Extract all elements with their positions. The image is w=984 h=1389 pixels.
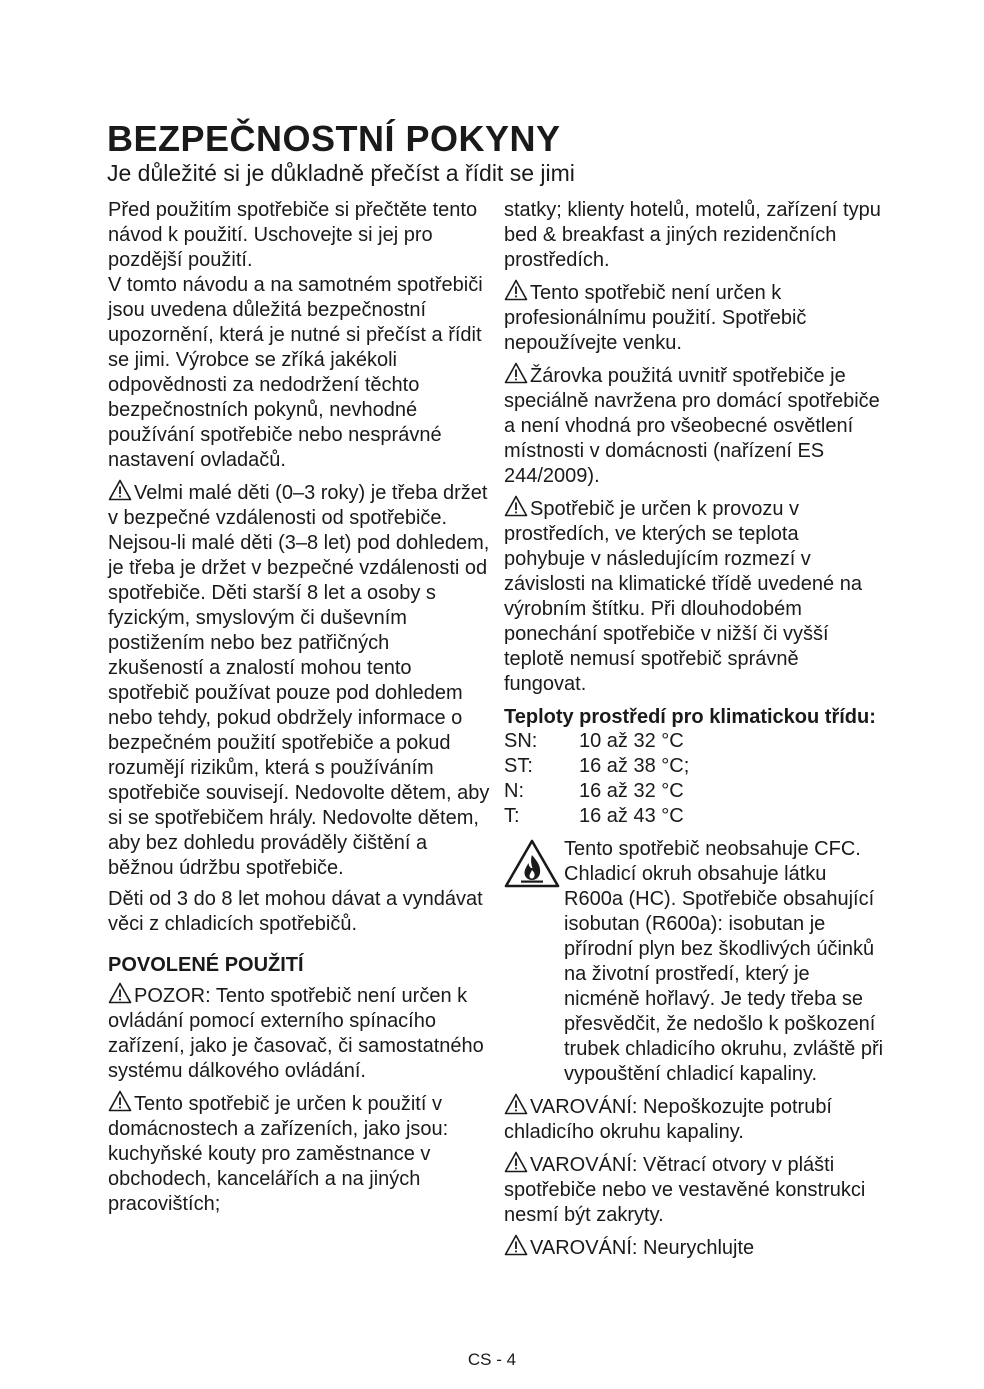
warning-pipes-paragraph [504, 1093, 884, 1145]
climate-class-label: N: [504, 780, 524, 802]
climate-class-row [504, 754, 884, 779]
professional-use-text: Tento spotřebič není určen k profesionálnímu použití. Spotřebič nepoužívejte venku. [504, 282, 807, 354]
bulb-text: Žárovka použitá uvnitř spotřebiče je speciálně navržena pro domácí spotřebiče a není vhodná pro všeobecné osvětlení místnosti v domácnosti (nařízení ES 244/2009). [504, 365, 880, 487]
warning-pipes-text: VAROVÁNÍ: Nepoškozujte potrubí chladicího okruhu kapaliny. [504, 1096, 832, 1143]
climate-class-range: 16 až 38 °C; [579, 755, 690, 777]
warning-defrost-paragraph [504, 1234, 884, 1261]
warning-triangle-icon [504, 362, 528, 384]
section-heading-permitted-use: POVOLENÉ POUŽITÍ [108, 954, 304, 976]
warning-triangle-icon [108, 479, 132, 501]
warning-triangle-icon [108, 1090, 132, 1112]
household-use-text: Tento spotřebič je určen k použití v domácnostech a zařízeních, jako jsou: kuchyňské kouty pro zaměstnance v obchodech, kancelářích a na jiných pracovištích; [108, 1093, 449, 1215]
climate-class-row [504, 729, 884, 754]
left-column [108, 198, 490, 1223]
climate-class-range: 16 až 43 °C [579, 805, 684, 827]
climate-class-row [504, 779, 884, 804]
climate-class-label: SN: [504, 730, 538, 752]
climate-class-range: 16 až 32 °C [579, 780, 684, 802]
warning-triangle-icon [504, 1093, 528, 1115]
warning-triangle-icon [504, 1234, 528, 1256]
warning-triangle-icon [108, 982, 132, 1004]
flammable-warning-icon [504, 839, 560, 889]
page-number: CS - 4 [467, 1350, 517, 1369]
children-loading-paragraph: Děti od 3 do 8 let mohou dávat a vyndávat věci z chladicích spotřebičů. [108, 888, 483, 935]
caution-paragraph [108, 982, 490, 1084]
right-column [504, 198, 884, 1267]
climate-paragraph [504, 495, 884, 697]
flammable-warning-block [504, 837, 884, 1087]
caution-text: POZOR: Tento spotřebič není určen k ovládání pomocí externího spínacího zařízení, jako je časovač, či samostatného systému dálkového ovládání. [108, 985, 484, 1082]
climate-class-label: T: [504, 805, 520, 827]
climate-text: Spotřebič je určen k provozu v prostředích, ve kterých se teplota pohybuje v následujícím rozmezí v závislosti na klimatické třídě uvedené na výrobním štítku. Při dlouhodobém ponechání spotřebiče v nižší či vyšší teplotě nemusí spotřebič správně fungovat. [504, 498, 862, 695]
continuation-paragraph: statky; klienty hotelů, motelů, zařízení typu bed & breakfast a jiných rezidenčních prostředích. [504, 199, 881, 271]
page-subtitle: Je důležité si je důkladně přečíst a řídit se jimi [107, 160, 575, 186]
flammable-warning-text: Tento spotřebič neobsahuje CFC. Chladicí okruh obsahuje látku R600a (HC). Spotřebiče obsahující isobutan (R600a): isobutan je přírodní plyn bez škodlivých účinků na životní prostředí, který je nicméně hořlavý. Je tedy třeba se přesvědčit, že nedošlo k poškození trubek chladicího okruhu, zvláště při vypouštění chladicí kapaliny. [564, 838, 884, 1085]
warning-triangle-icon [504, 279, 528, 301]
bulb-paragraph [504, 362, 884, 489]
climate-class-row [504, 804, 884, 829]
climate-class-heading: Teploty prostředí pro klimatickou třídu: [504, 706, 876, 728]
warning-defrost-text: VAROVÁNÍ: Neurychlujte [530, 1237, 755, 1259]
children-warning-text: Velmi malé děti (0–3 roky) je třeba držet v bezpečné vzdálenosti od spotřebiče. Nejsou-li malé děti (3–8 let) pod dohledem, je třeba je držet v bezpečné vzdálenosti od spotřebiče. Děti starší 8 let a osoby s fyzickým, smyslovým či duševním postižením nebo bez patřičných zkušeností a znalostí mohou tento spotřebič používat pouze pod dohledem nebo tehdy, pokud obdržely informace o bezpečném použití spotřebiče a pokud rozumějí rizikům, která s používáním spotřebiče souvisejí. Nedovolte dětem, aby si se spotřebičem hrály. Nedovolte dětem, aby bez dohledu prováděly čištění a běžnou údržbu spotřebiče. [108, 482, 490, 879]
children-warning-paragraph [108, 479, 490, 881]
warning-vents-text: VAROVÁNÍ: Větrací otvory v plášti spotřebiče nebo ve vestavěné konstrukci nesmí být zakryty. [504, 1154, 866, 1226]
household-use-paragraph [108, 1090, 490, 1217]
warning-vents-paragraph [504, 1151, 884, 1228]
warning-triangle-icon [504, 1151, 528, 1173]
page-title: BEZPEČNOSTNÍ POKYNY [107, 118, 561, 159]
climate-class-label: ST: [504, 755, 533, 777]
climate-class-table [504, 729, 884, 829]
professional-use-paragraph [504, 279, 884, 356]
safety-notice-paragraph: V tomto návodu a na samotném spotřebiči jsou uvedena důležitá bezpečnostní upozornění, která je nutné si přečíst a řídit se jimi. Výrobce se zříká jakékoli odpovědnosti za nedodržení těchto bezpečnostních pokynů, nevhodné používání spotřebiče nebo nesprávné nastavení ovladačů. [108, 274, 483, 471]
intro-paragraph: Před použitím spotřebiče si přečtěte tento návod k použití. Uschovejte si jej pro pozdější použití. [108, 199, 478, 271]
warning-triangle-icon [504, 495, 528, 517]
climate-class-range: 10 až 32 °C [579, 730, 684, 752]
